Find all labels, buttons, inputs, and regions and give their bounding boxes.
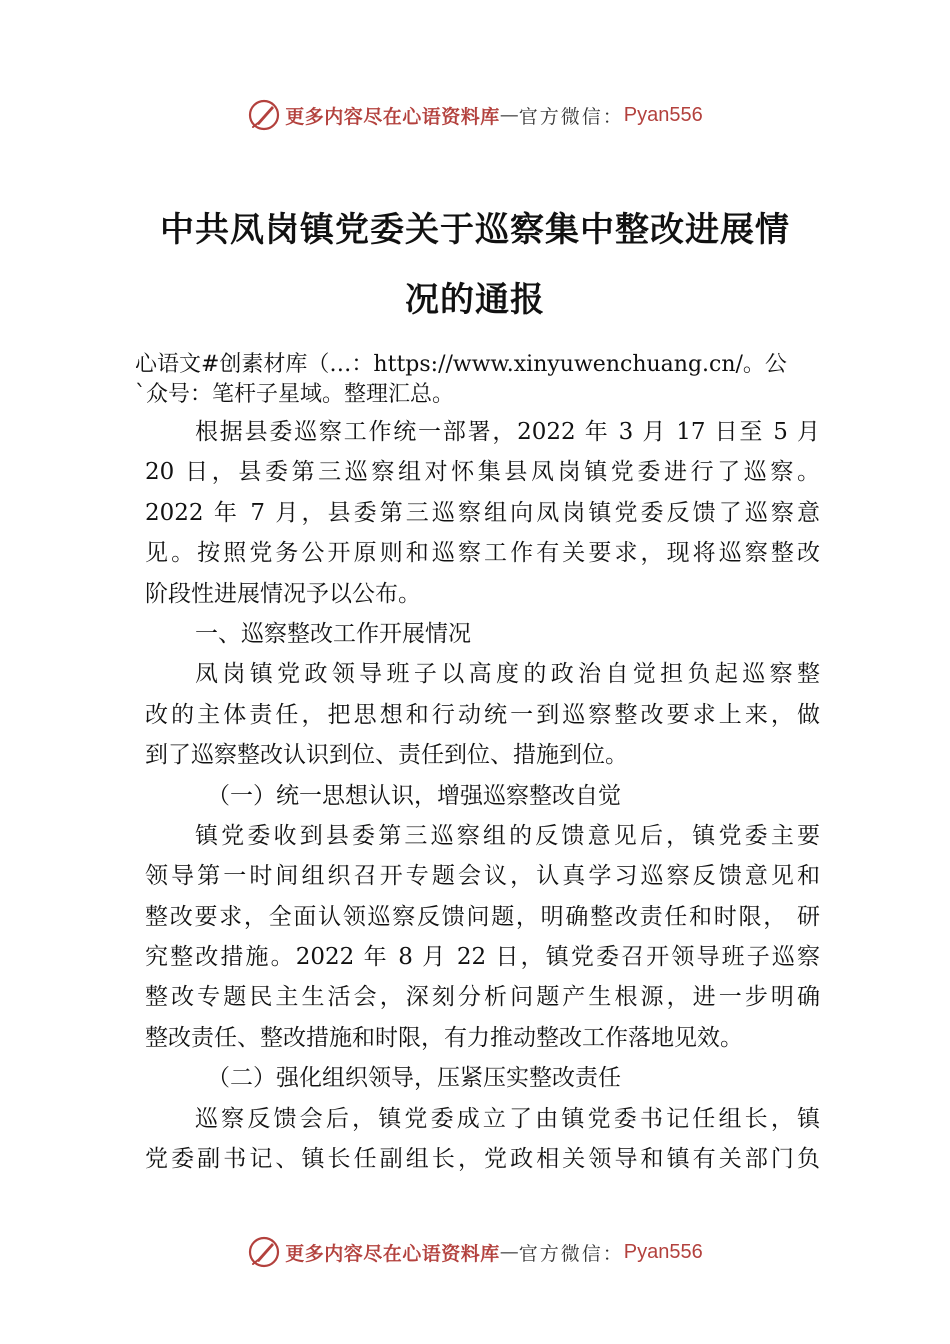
quill-seal-icon [247, 1235, 281, 1269]
banner-brand-text: 更多内容尽在心语资料库 [285, 105, 500, 128]
text-line: 整改责任、整改措施和时限，有力推动整改工作落地见效。 [145, 1024, 743, 1051]
subsection-heading-1: （一）统一思想认识，增强巡察整改自觉 [207, 782, 621, 809]
text-line: 整改要求，全面认领巡察反馈问题，明确整改责任和时限， 研 [145, 903, 820, 930]
text-line: 根据县委巡察工作统一部署，2022 年 3 月 17 日至 5 月 [195, 419, 820, 445]
text-line: 到了巡察整改认识到位、责任到位、措施到位。 [145, 742, 628, 769]
document-title [140, 195, 810, 335]
title-line-1: 中共凤岗镇党委关于巡察集中整改进展情 [160, 210, 790, 250]
banner-wechat-id: Pyan556 [623, 103, 703, 126]
banner-wechat-label: 官方微信： [518, 105, 624, 128]
text-line: 党委副书记、镇长任副组长，党政相关领导和镇有关部门负 [145, 1146, 820, 1173]
banner-wechat-label: 官方微信： [518, 1242, 624, 1265]
text-line: 阶段性进展情况予以公布。 [145, 580, 421, 607]
header-banner [0, 95, 950, 135]
text-line: 镇党委收到县委第三巡察组的反馈意见后，镇党委主要 [195, 822, 820, 849]
title-line-2: 况的通报 [405, 280, 545, 320]
banner-dash: — [499, 104, 519, 126]
document-body [145, 412, 820, 1179]
paragraph-1 [145, 412, 820, 614]
text-line: 巡察反馈会后，镇党委成立了由镇党委书记任组长，镇 [195, 1105, 820, 1132]
banner-dash: — [499, 1241, 519, 1263]
text-line: 领导第一时间组织召开专题会议，认真学习巡察反馈意见和 [145, 863, 820, 890]
source-line-1: 心语文#创素材库（…：https://www.xinyuwenchuang.cn/。公 [135, 352, 787, 377]
quill-seal-icon [247, 98, 281, 132]
paragraph-2 [145, 654, 820, 775]
paragraph-3 [145, 816, 820, 1058]
banner-brand-text: 更多内容尽在心语资料库 [285, 1242, 500, 1265]
text-line: 2022 年 7 月，县委第三巡察组向凤岗镇党委反馈了巡察意 [145, 499, 820, 526]
subsection-heading-2: （二）强化组织领导，压紧压实整改责任 [207, 1065, 621, 1092]
footer-banner [0, 1232, 950, 1272]
text-line: 究整改措施。2022 年 8 月 22 日，镇党委召开领导班子巡察 [145, 944, 820, 971]
paragraph-4 [145, 1099, 820, 1180]
text-line: 凤岗镇党政领导班子以高度的政治自觉担负起巡察整 [195, 661, 820, 688]
text-line: 整改专题民主生活会，深刻分析问题产生根源，进一步明确 [145, 984, 820, 1011]
banner-wechat-id: Pyan556 [623, 1240, 703, 1263]
text-line: 改的主体责任，把思想和行动统一到巡察整改要求上来，做 [145, 701, 820, 728]
section-heading-1: 一、巡察整改工作开展情况 [195, 620, 471, 647]
text-line: 20 日，县委第三巡察组对怀集县凤岗镇党委进行了巡察。 [145, 459, 820, 486]
source-line-2: `众号：笔杆子星域。整理汇总。 [135, 382, 455, 407]
source-note [135, 350, 840, 410]
text-line: 见。按照党务公开原则和巡察工作有关要求，现将巡察整改 [145, 540, 820, 567]
